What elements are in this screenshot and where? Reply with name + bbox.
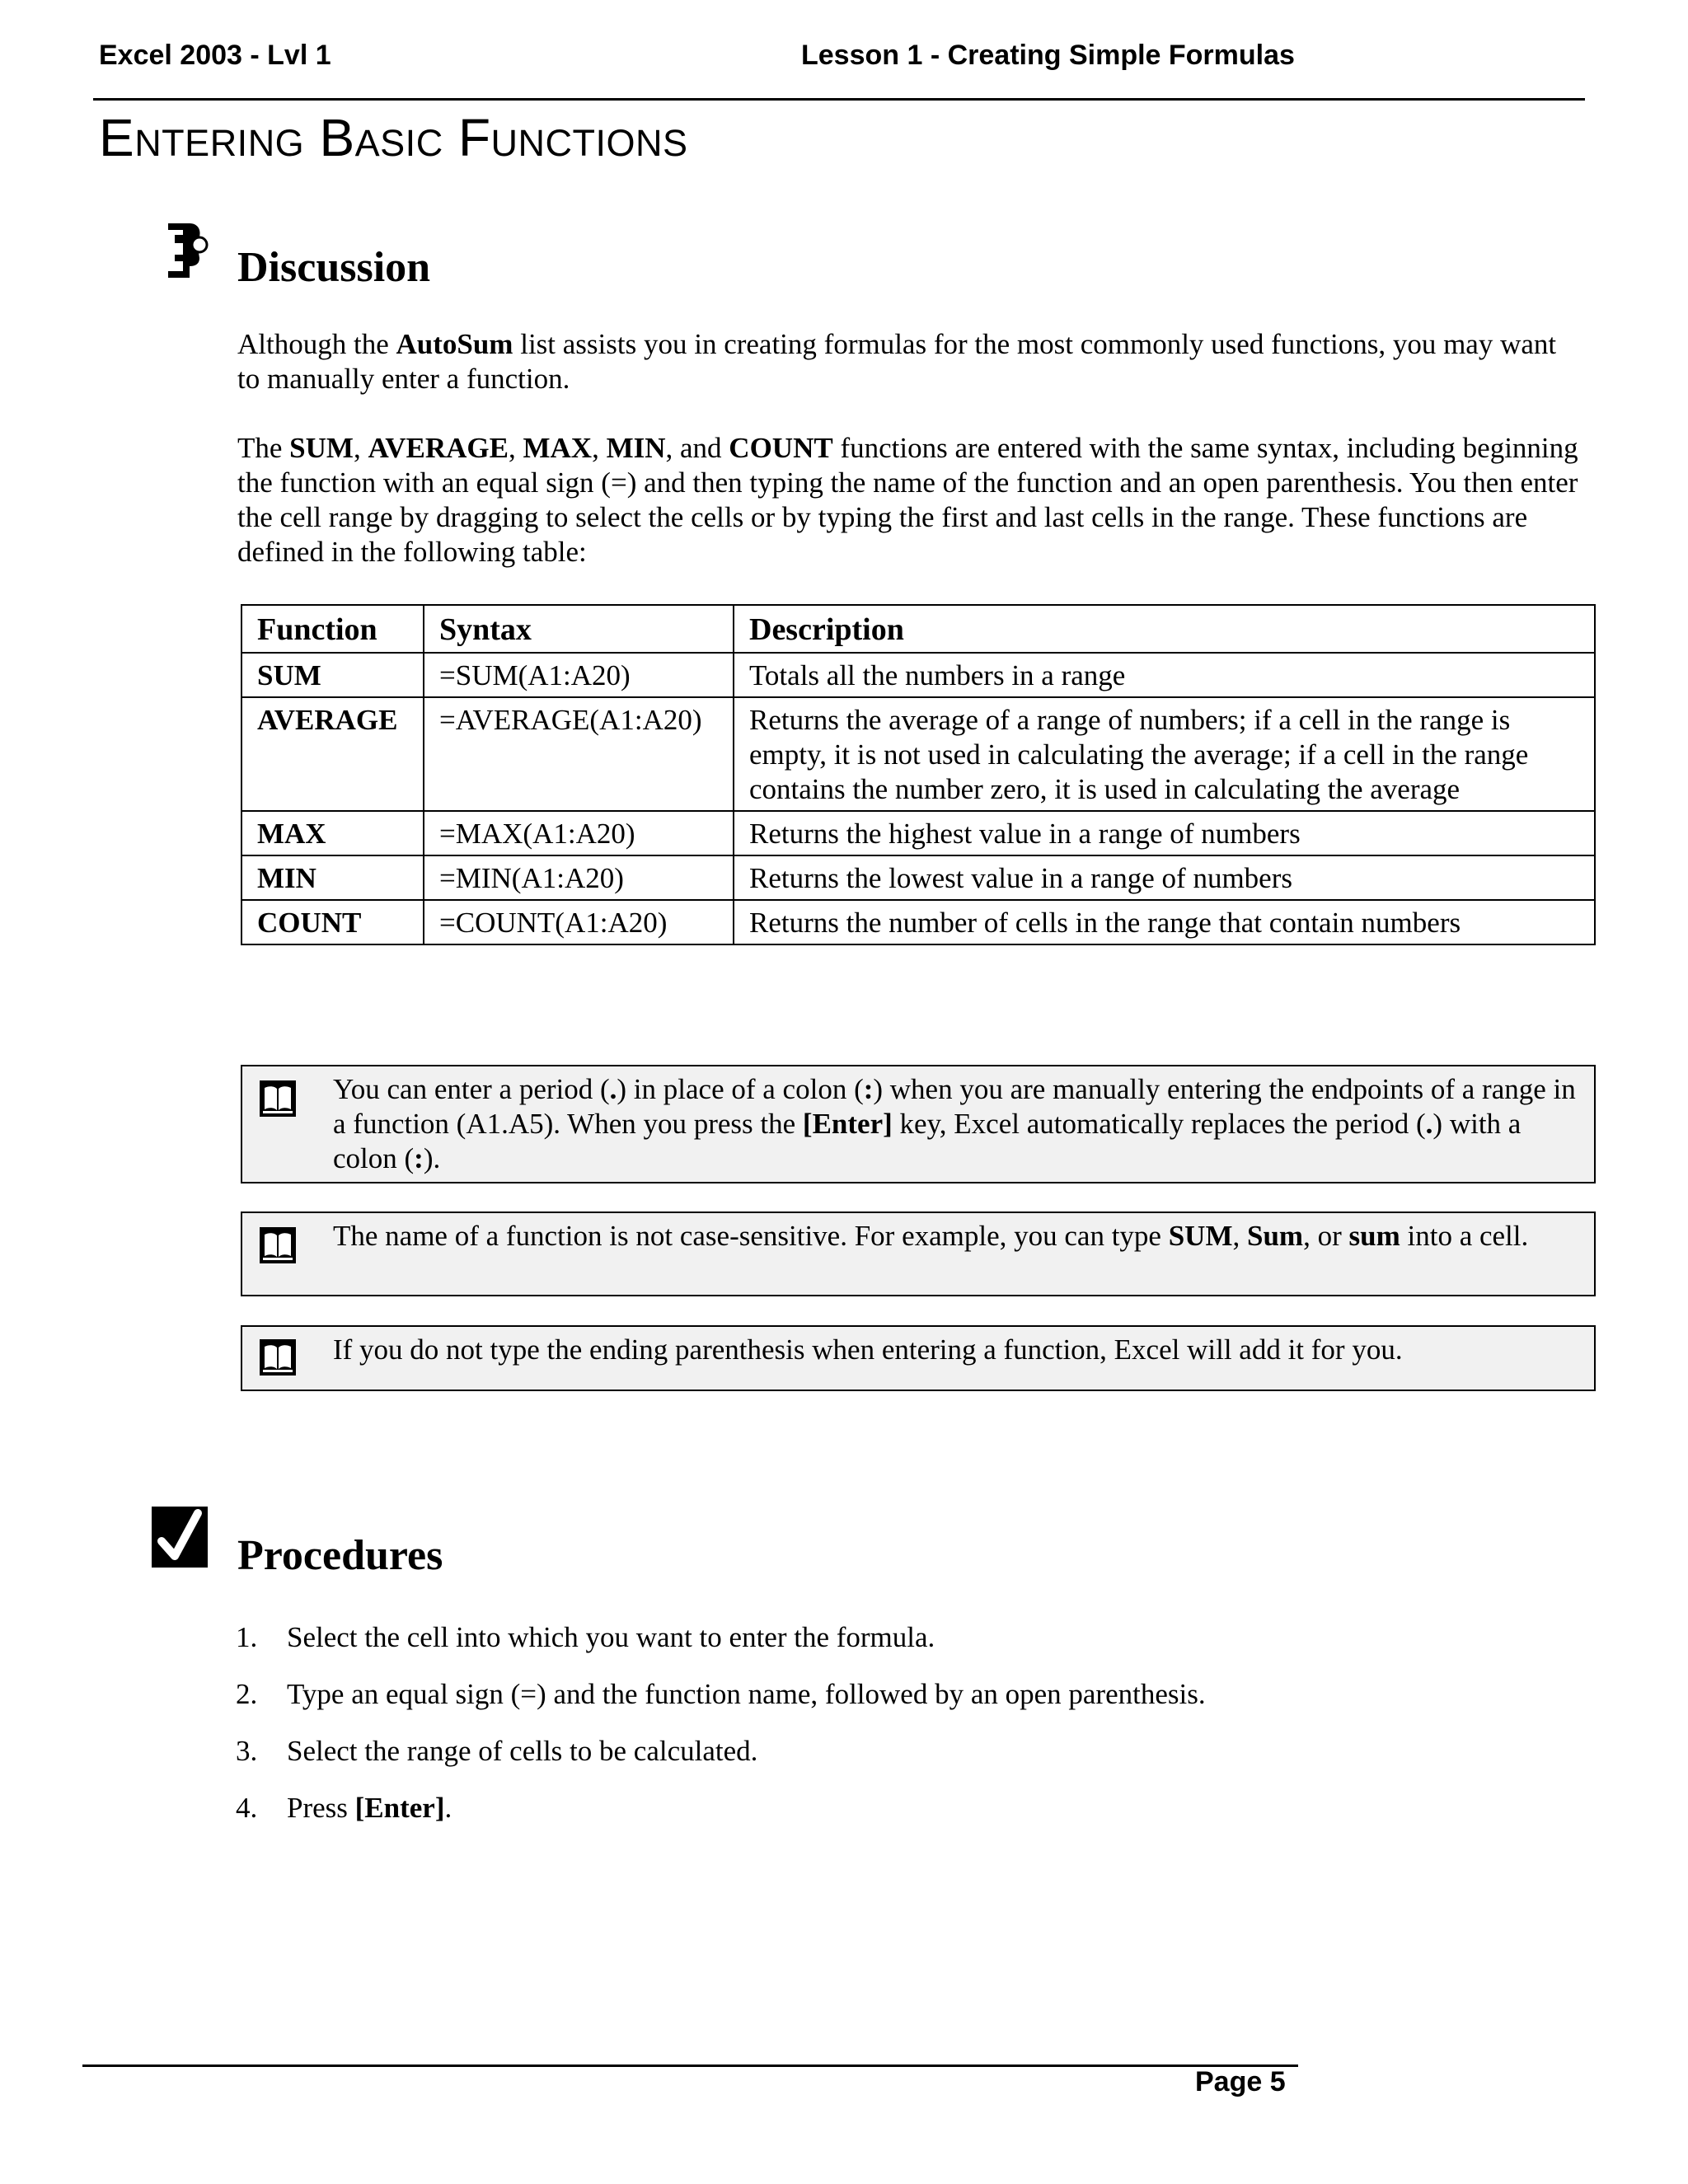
header-course-title: Excel 2003 - Lvl 1 [99, 40, 331, 71]
description-cell: Returns the number of cells in the range that contain numbers [734, 900, 1595, 944]
table-row [241, 900, 1595, 944]
note-case-sensitivity: The name of a function is not case-sensitive. For example, you can type SUM, Sum, or sum into a cell. [241, 1212, 1596, 1296]
function-name-cell: AVERAGE [241, 697, 424, 811]
syntax-cell: =AVERAGE(A1:A20) [424, 697, 734, 811]
discussion-heading: Discussion [237, 244, 431, 291]
table-row [241, 653, 1595, 697]
procedure-step: 1. Select the cell into which you want to enter the formula. [236, 1621, 935, 1653]
function-name-cell: MIN [241, 855, 424, 900]
page-title: Entering Basic Functions [99, 108, 688, 167]
syntax-cell: =COUNT(A1:A20) [424, 900, 734, 944]
description-cell: Totals all the numbers in a range [734, 653, 1595, 697]
header-divider [93, 98, 1585, 101]
checkmark-icon [150, 1505, 209, 1569]
speaking-head-icon [165, 218, 209, 283]
book-icon [259, 1080, 297, 1118]
description-cell: Returns the highest value in a range of numbers [734, 811, 1595, 855]
description-cell: Returns the lowest value in a range of numbers [734, 855, 1595, 900]
syntax-cell: =SUM(A1:A20) [424, 653, 734, 697]
discussion-paragraph-1: Although the AutoSum list assists you in creating formulas for the most commonly used functions, you may want to manually enter a function. [237, 328, 1557, 395]
procedure-step: 2. Type an equal sign (=) and the function name, followed by an open parenthesis. [236, 1678, 1206, 1710]
syntax-cell: =MAX(A1:A20) [424, 811, 734, 855]
description-cell: Returns the average of a range of numbers; if a cell in the range is empty, it is not used in calculating the average; if a cell in the range contains the number zero, it is used in calculating the average [734, 697, 1595, 811]
table-row [241, 697, 1595, 811]
function-table [241, 604, 1596, 945]
column-header-description: Description [734, 605, 1595, 653]
procedure-step: 3. Select the range of cells to be calculated. [236, 1735, 758, 1767]
function-name-cell: COUNT [241, 900, 424, 944]
discussion-paragraph-2: The SUM, AVERAGE, MAX, MIN, and COUNT functions are entered with the same syntax, including beginning the function with an equal sign (=) and then typing the name of the function and an open parenthesis. You then enter the cell range by dragging to select the cells or by typing the first and last cells in the range. These functions are defined in the following table: [237, 432, 1578, 568]
table-row [241, 855, 1595, 900]
procedure-step: 4. Press [Enter]. [236, 1792, 452, 1824]
page-number: Page 5 [1195, 2066, 1286, 2097]
note-ending-parenthesis: If you do not type the ending parenthesis when entering a function, Excel will add it for you. [241, 1325, 1596, 1391]
table-header-row [241, 605, 1595, 653]
book-icon [259, 1338, 297, 1376]
procedures-heading: Procedures [237, 1532, 443, 1579]
function-name-cell: SUM [241, 653, 424, 697]
header-lesson-title: Lesson 1 - Creating Simple Formulas [801, 40, 1295, 71]
function-name-cell: MAX [241, 811, 424, 855]
column-header-function: Function [241, 605, 424, 653]
column-header-syntax: Syntax [424, 605, 734, 653]
table-row [241, 811, 1595, 855]
note-period-colon: You can enter a period (.) in place of a colon (:) when you are manually entering the endpoints of a range in a function (A1.A5). When you press the [Enter] key, Excel automatically replaces the period (.) with a colon (:). [241, 1065, 1596, 1183]
footer-divider [82, 2064, 1298, 2067]
syntax-cell: =MIN(A1:A20) [424, 855, 734, 900]
book-icon [259, 1226, 297, 1264]
